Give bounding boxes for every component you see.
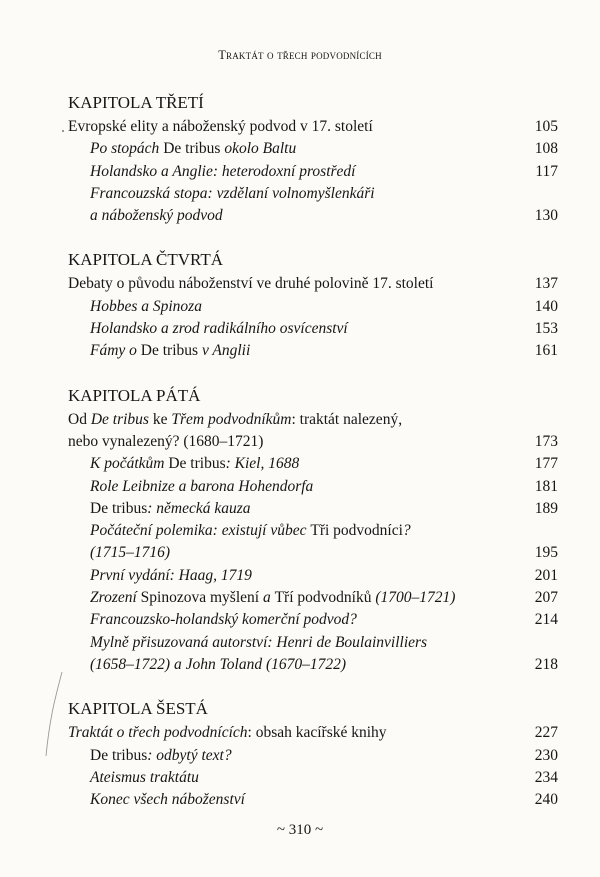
toc-title-segment: : německá kauza [147, 499, 251, 517]
toc-page-number: 201 [534, 566, 558, 584]
toc-title-segment: Debaty o původu náboženství ve druhé polovině 17. století [68, 275, 434, 293]
toc-title-segment: K počátkům [90, 455, 169, 473]
toc-page-number: 161 [534, 342, 558, 360]
toc-title-segment: Spinozova myšlení [140, 589, 260, 607]
toc-title-segment: Ateismus traktátu [90, 768, 199, 786]
chapter-heading: KAPITOLA ŠESTÁ [68, 699, 208, 719]
chapter-heading: KAPITOLA ČTVRTÁ [68, 250, 223, 270]
toc-page-number: 234 [534, 768, 558, 786]
toc-page-number: 195 [534, 544, 558, 562]
toc-title-segment: : odbytý text? [147, 746, 232, 764]
running-head [0, 48, 600, 63]
toc-title-segment: okolo Baltu [224, 140, 297, 158]
toc-page-number: 137 [534, 275, 558, 293]
toc-title-segment: Počáteční polemika: existují vůbec [90, 522, 311, 540]
toc-title-segment: De tribus [140, 342, 202, 360]
toc-title-segment: : obsah kacířské knihy [247, 724, 387, 742]
toc-entry-title [90, 565, 504, 587]
toc-title-segment: Hobbes a Spinoza [90, 297, 202, 315]
toc-title-segment: De tribus [168, 455, 226, 473]
toc-page-number: 153 [534, 320, 558, 338]
toc-entry-title-continued [90, 654, 504, 676]
toc-entry-title [90, 745, 504, 767]
toc-title-segment: nebo vynalezený? (1680–1721) [68, 432, 264, 450]
toc-entry [68, 273, 558, 295]
toc-title-segment: (1715–1716) [90, 544, 171, 562]
toc-entry-title [90, 632, 504, 654]
toc-title-segment: Role Leibnize a barona Hohendorfa [90, 477, 314, 495]
chapter-heading: KAPITOLA TŘETÍ [68, 93, 204, 112]
toc-entry-title [90, 609, 504, 631]
toc-entry-title [68, 722, 504, 744]
toc-subentry [68, 587, 558, 609]
toc-entry-title [90, 476, 504, 498]
toc-entry-title [90, 498, 504, 520]
toc-subentry [68, 498, 558, 520]
page-number: ~ 310 ~ [276, 822, 324, 838]
toc-entry-title [90, 520, 504, 542]
toc-entry-title [90, 161, 504, 183]
toc-title-segment: Po stopách [90, 140, 164, 158]
table-of-contents [68, 92, 558, 811]
toc-title-segment: De tribus [163, 140, 225, 158]
toc-entry-title-continued [90, 542, 504, 564]
toc-entry-title [90, 789, 504, 811]
toc-subentry [68, 565, 558, 587]
toc-entry-title [90, 340, 504, 362]
pencil-mark [40, 670, 70, 760]
toc-title-segment: Francouzská stopa: vzdělaní volnomyšlenkáři [90, 184, 375, 202]
toc-page-number: 130 [534, 207, 558, 225]
toc-page-number: 140 [534, 297, 558, 315]
toc-subentry [68, 453, 558, 475]
toc-page-number: 240 [534, 791, 558, 809]
toc-title-segment: Mylně přisuzovaná autorství: Henri de Boulainvilliers [90, 633, 428, 651]
toc-title-segment: Třem podvodníkům [171, 410, 292, 428]
toc-subentry [68, 520, 558, 565]
toc-entry-title [90, 296, 504, 318]
toc-title-segment: Konec všech náboženství [90, 791, 245, 809]
toc-entry-title [90, 453, 504, 475]
toc-entry [68, 722, 558, 744]
toc-entry-title [68, 273, 504, 295]
toc-title-segment: Tří podvodníků [274, 589, 372, 607]
toc-title-segment: Od [68, 410, 91, 428]
toc-page-number: 218 [534, 655, 558, 673]
toc-subentry [68, 767, 558, 789]
toc-page-number: 227 [534, 724, 558, 742]
toc-subentry [68, 296, 558, 318]
toc-title-segment: De tribus [90, 499, 148, 517]
toc-entry-title-continued [90, 205, 504, 227]
toc-subentry [68, 183, 558, 228]
toc-title-segment: a náboženský podvod [90, 207, 223, 225]
toc-entry-title [90, 183, 504, 205]
toc-subentry [68, 745, 558, 767]
toc-subentry [68, 789, 558, 811]
toc-entry-title-continued [68, 431, 504, 453]
toc-title-segment: Francouzsko-holandský komerční podvod? [90, 611, 357, 629]
toc-page-number: 177 [534, 455, 558, 473]
margin-dot [60, 128, 66, 134]
toc-page-number: 108 [534, 140, 558, 158]
toc-page-number: 189 [534, 499, 558, 517]
toc-title-segment: a [259, 589, 275, 607]
toc-page-number: 207 [534, 589, 558, 607]
toc-subentry [68, 632, 558, 677]
toc-title-segment: První vydání: Haag, 1719 [90, 566, 252, 584]
toc-subentry [68, 340, 558, 362]
toc-title-segment: : Kiel, 1688 [225, 455, 300, 473]
toc-title-segment: (1700–1721) [371, 589, 456, 607]
toc-title-segment: De tribus [90, 410, 153, 428]
toc-subentry [68, 609, 558, 631]
toc-entry-title [90, 587, 504, 609]
toc-title-segment: Fámy o [90, 342, 141, 360]
running-head-text: Traktát o třech podvodnících [218, 48, 382, 62]
toc-title-segment: De tribus [90, 746, 148, 764]
toc-subentry [68, 318, 558, 340]
toc-title-segment: Tři podvodníci [310, 522, 403, 540]
toc-title-segment: Zrození [90, 589, 141, 607]
toc-page-number: 230 [534, 746, 558, 764]
toc-title-segment: ke [152, 410, 172, 428]
toc-subentry [68, 138, 558, 160]
toc-page-number: 214 [534, 611, 558, 629]
toc-entry [68, 409, 558, 454]
toc-page-number: 181 [534, 477, 558, 495]
toc-page-number: 105 [534, 118, 558, 135]
toc-entry-title [68, 409, 504, 431]
toc-entry-title [90, 767, 504, 789]
chapter-heading: KAPITOLA PÁTÁ [68, 385, 201, 405]
toc-page-number: 117 [535, 162, 558, 180]
toc-subentry [68, 476, 558, 498]
toc-title-segment: Holandsko a zrod radikálního osvícenství [90, 320, 348, 338]
toc-title-segment: Evropské elity a náboženský podvod v 17. století [68, 118, 373, 135]
toc-page-number: 173 [534, 432, 558, 450]
toc-entry-title [90, 318, 504, 340]
toc-entry-title [68, 116, 504, 138]
toc-title-segment: ? [402, 522, 411, 540]
toc-subentry [68, 161, 558, 183]
toc-entry-title [90, 138, 504, 160]
toc-title-segment: (1658–1722) a John Toland (1670–1722) [90, 655, 347, 673]
toc-title-segment: Traktát o třech podvodnících [68, 724, 248, 742]
toc-entry [68, 116, 558, 138]
toc-title-segment: : traktát nalezený, [291, 410, 403, 428]
toc-title-segment: v Anglii [201, 342, 251, 360]
toc-title-segment: Holandsko a Anglie: heterodoxní prostředí [90, 162, 356, 180]
